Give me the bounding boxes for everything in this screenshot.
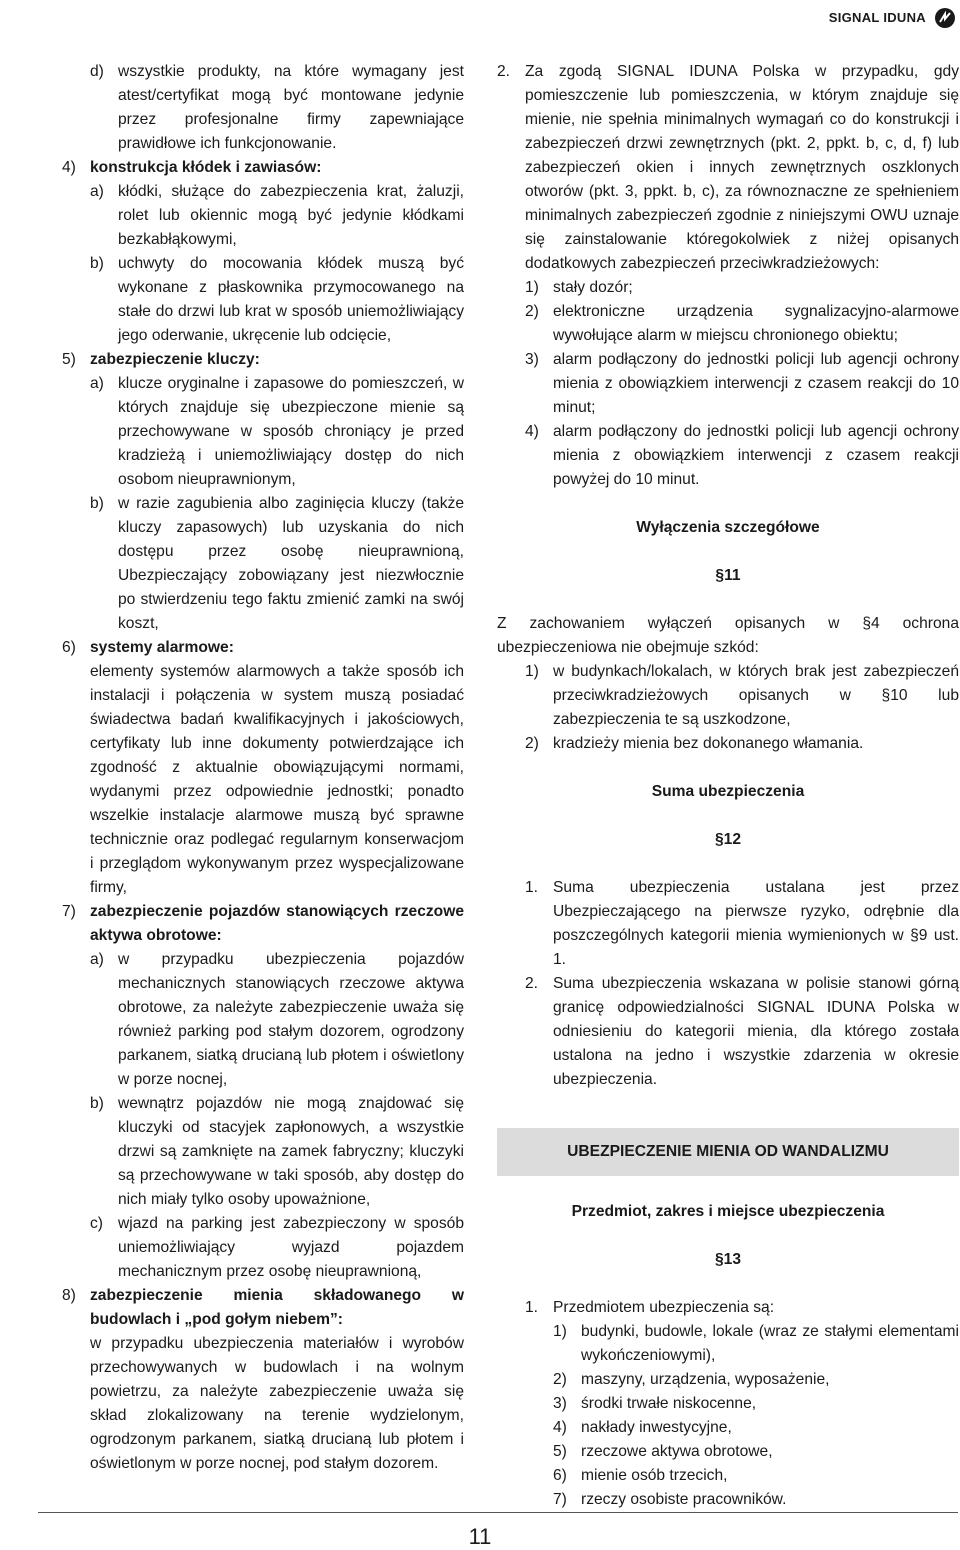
list-item: b) wewnątrz pojazdów nie mogą znajdować się kluczyki od stacyjek zapłonowych, a wszystkie drzwi są zamknięte na zamek fabryczny; kluczyki są przechowywane w taki sposób, aby dostęp do nich miały tylko osoby upoważnione, <box>90 1095 464 1208</box>
list-item: b) uchwyty do mocowania kłódek muszą być wykonane z płaskownika przymocowanego na stałe do drzwi lub krat w sposób uniemożliwiający jego oderwanie, ukręcenie lub odcięcie, <box>90 255 464 344</box>
list-item: 2. Suma ubezpieczenia wskazana w polisie stanowi górną granicę odpowiedzialności SIGNAL IDUNA Polska w odniesieniu do kategorii mienia, dla którego została ustalona na jedno i wszystkie zdarzenia w okresie ubezpieczenia. <box>525 975 959 1088</box>
s13-list <box>497 1320 959 1512</box>
list-item: 2) elektroniczne urządzenia sygnalizacyjno-alarmowe wywołujące alarm w miejscu chronionego obiektu; <box>525 303 959 344</box>
list-item: d) wszystkie produkty, na które wymagany jest atest/certyfikat mogą być montowane jedynie przez profesjonalne firmy zapewniające prawidłowe ich funkcjonowanie. <box>90 63 464 152</box>
footer-divider <box>38 1512 958 1513</box>
list-item: 1) w budynkach/lokalach, w których brak jest zabezpieczeń przeciwkradzieżowych opisanych w §10 lub zabezpieczenia te są uszkodzone, <box>525 663 959 728</box>
list-item: 7) zabezpieczenie pojazdów stanowiących rzeczowe aktywa obrotowe: <box>62 900 464 948</box>
s11-list <box>497 660 959 756</box>
list-item: 4) nakłady inwestycyjne, <box>553 1419 732 1436</box>
brand-name: SIGNAL IDUNA <box>828 10 926 25</box>
list-item: 1. Suma ubezpieczenia ustalana jest przez Ubezpieczającego na pierwsze ryzyko, odrębnie dla poszczególnych kategorii mienia wymienionych w §9 ust. 1. <box>525 879 959 968</box>
section-band: UBEZPIECZENIE MIENIA OD WANDALIZMU <box>497 1128 959 1176</box>
list-item: 3) środki trwałe niskocenne, <box>553 1395 757 1412</box>
list-item: 7) rzeczy osobiste pracowników. <box>553 1491 787 1508</box>
section-title: konstrukcja kłódek i zawiasów: <box>90 159 322 176</box>
list-item: 8) zabezpieczenie mienia składowanego w budowlach i „pod gołym niebem”: <box>62 1284 464 1332</box>
list-item: 6) mienie osób trzecich, <box>553 1467 728 1484</box>
list-item: 4) alarm podłączony do jednostki policji lub agencji ochrony mienia z obowiązkiem interwencji z czasem reakcji powyżej do 10 minut. <box>525 423 959 488</box>
list-item: 2) maszyny, urządzenia, wyposażenie, <box>553 1371 830 1388</box>
paragraph-number: §11 <box>715 567 741 584</box>
list-item: 2. Za zgodą SIGNAL IDUNA Polska w przypadku, gdy pomieszczenie lub pomieszczenia, w którym znajduje się mienie, nie spełnia minimalnych wymagań co do konstrukcji i zabezpieczeń drzwi zewnętrznych (pkt. 2, ppkt. b, c, d, f) lub zabezpieczeń okien i innych zewnętrznych oszklonych otworów (pkt. 3, ppkt. b, c), za równoznaczne ze spełnieniem minimalnych zabezpieczeń zgodnie z niniejszymi OWU uznaje się zainstalowanie któregokolwiek z niżej opisanych dodatkowych zabezpieczeń przeciwkradzieżowych: <box>497 63 959 272</box>
section-title: zabezpieczenie mienia składowanego w budowlach i „pod gołym niebem”: <box>90 1287 464 1328</box>
paragraph: elementy systemów alarmowych a także sposób ich instalacji i połączenia w system muszą posiadać świadectwa badań kwalifikacyjnych i jakościowych, certyfikaty lub inne dokumenty potwierdzające ich zgodność z aktualnie obowiązującymi normami, wydanymi przez odpowiednie jednostki; ponadto wszelkie instalacje alarmowe muszą być sprawne technicznie oraz podlegać regularnym konserwacjom i przeglądom wykonywanym przez wyspecjalizowane firmy, <box>90 663 464 896</box>
list-item: 1) stały dozór; <box>525 279 633 296</box>
paragraph: Z zachowaniem wyłączeń opisanych w §4 ochrona ubezpieczeniowa nie obejmuje szkód: <box>497 615 959 656</box>
paragraph: w przypadku ubezpieczenia materiałów i wyrobów przechowywanych w budowlach i na wolnym powietrzu, za należyte zabezpieczenie uważa się skład zlokalizowany na terenie wydzielonym, ogrodzonym parkanem, siatką drucianą lub płotem i oświetlonym w porze nocnej, pod stałym dozorem. <box>90 1335 464 1472</box>
left-column <box>62 60 464 1476</box>
list-item: 5) zabezpieczenie kluczy: <box>62 348 464 372</box>
page-number: 11 <box>468 1524 492 1549</box>
heading-przedmiot: Przedmiot, zakres i miejsce ubezpieczenia <box>571 1203 885 1220</box>
s12-list <box>497 876 959 1092</box>
list-item: a) klucze oryginalne i zapasowe do pomieszczeń, w których znajduje się ubezpieczone mienie są przechowywane w sposób chroniący je przed kradzieżą i uniemożliwiający dostęp do nich osobom nieuprawnionym, <box>90 375 464 488</box>
signal-iduna-logo-icon <box>934 7 956 29</box>
heading-suma: Suma ubezpieczenia <box>651 783 805 800</box>
page-header <box>829 6 956 30</box>
list-item: 5) rzeczowe aktywa obrotowe, <box>553 1443 773 1460</box>
list-item: c) wjazd na parking jest zabezpieczony w sposób uniemożliwiający wyjazd pojazdem mechanicznym przez osobę nieuprawnioną, <box>90 1215 464 1280</box>
right-column <box>497 60 959 1512</box>
list-item: a) w przypadku ubezpieczenia pojazdów mechanicznych stanowiących rzeczowe aktywa obrotowe, za należyte zabezpieczenie uważa się również parking pod stałym dozorem, ogrodzony parkanem, siatką drucianą lub płotem i oświetlony w porze nocnej, <box>90 951 464 1088</box>
list-item: 6) systemy alarmowe: <box>62 636 464 660</box>
list-item: b) w razie zagubienia albo zaginięcia kluczy (także kluczy zapasowych) lub uzyskania do nich dostępu przez osobę nieuprawnioną, Ubezpieczający zobowiązany jest niezwłocznie po stwierdzeniu tego faktu zmienić zamki na swój koszt, <box>90 495 464 632</box>
section-title: systemy alarmowe: <box>90 639 234 656</box>
list-item: 1. Przedmiotem ubezpieczenia są: <box>525 1299 775 1316</box>
list-item: 4) konstrukcja kłódek i zawiasów: <box>62 156 464 180</box>
heading-wylaczenia: Wyłączenia szczegółowe <box>636 519 820 536</box>
list-item: 1) budynki, budowle, lokale (wraz ze stałymi elementami wykończeniowymi), <box>553 1323 959 1364</box>
p2-list <box>497 276 959 492</box>
section-title: zabezpieczenie kluczy: <box>90 351 260 368</box>
paragraph-number: §13 <box>714 1251 742 1268</box>
list-item: 3) alarm podłączony do jednostki policji lub agencji ochrony mienia z obowiązkiem interwencji z czasem reakcji do 10 minut; <box>525 351 959 416</box>
list-item: 2) kradzieży mienia bez dokonanego włamania. <box>525 735 864 752</box>
section-title: zabezpieczenie pojazdów stanowiących rzeczowe aktywa obrotowe: <box>90 903 464 944</box>
list-item: a) kłódki, służące do zabezpieczenia krat, żaluzji, rolet lub okiennic mogą być jedynie kłódkami bezkabłąkowymi, <box>90 183 464 248</box>
paragraph-number: §12 <box>714 831 742 848</box>
